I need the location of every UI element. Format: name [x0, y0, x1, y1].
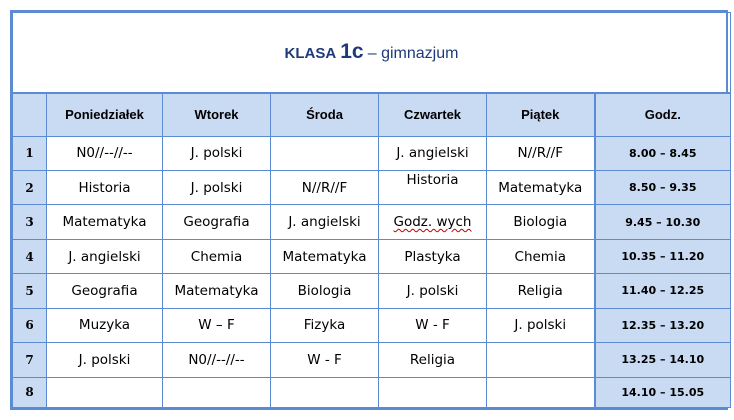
lesson-time: 14.10 – 15.05: [595, 377, 731, 407]
lesson-number: 5: [13, 274, 47, 308]
cell-tuesday: [163, 308, 271, 342]
lesson-time: 8.00 – 8.45: [595, 136, 731, 170]
subject-label: Fizyka: [303, 317, 346, 334]
table-row: [13, 308, 731, 342]
subject-label: N//R//F: [301, 179, 348, 196]
subject-label: Matematyka: [498, 179, 583, 196]
subject-label: J. polski: [190, 179, 243, 196]
subject-label: Historia: [78, 179, 131, 196]
header-row: [13, 93, 731, 137]
cell-monday: [47, 205, 163, 239]
subject-label: W - F: [415, 317, 450, 334]
subject-label: Chemia: [190, 248, 243, 265]
title-klasa: KLASA: [284, 45, 337, 63]
subject-label: J. polski: [190, 145, 243, 162]
header-thursday: Czwartek: [379, 93, 487, 137]
cell-friday: [487, 205, 595, 239]
cell-friday: [487, 308, 595, 342]
subject-label: Geografia: [183, 214, 250, 231]
lesson-number: 3: [13, 205, 47, 239]
cell-monday: [47, 308, 163, 342]
cell-monday: [47, 239, 163, 273]
cell-monday: [47, 377, 163, 407]
cell-friday: [487, 274, 595, 308]
lesson-number: 6: [13, 308, 47, 342]
lesson-time: 9.45 – 10.30: [595, 205, 731, 239]
lesson-time: 11.40 – 12.25: [595, 274, 731, 308]
cell-wednesday: [271, 377, 379, 407]
cell-tuesday: [163, 239, 271, 273]
subject-label: Plastyka: [404, 248, 461, 265]
subject-label: Historia: [406, 171, 459, 188]
subject-label: J. polski: [406, 282, 459, 299]
cell-tuesday: [163, 136, 271, 170]
cell-wednesday: [271, 274, 379, 308]
timetable: [12, 12, 731, 408]
cell-wednesday: [271, 308, 379, 342]
header-friday: Piątek: [487, 93, 595, 137]
title-school-type: – gimnazjum: [367, 45, 459, 63]
cell-friday: [487, 377, 595, 407]
header-wednesday: Środa: [271, 93, 379, 137]
lesson-number: 7: [13, 343, 47, 377]
cell-monday: [47, 170, 163, 204]
cell-tuesday: [163, 343, 271, 377]
subject-label: Religia: [517, 282, 563, 299]
subject-label: W - F: [307, 351, 342, 368]
cell-tuesday: [163, 205, 271, 239]
lesson-number: 8: [13, 377, 47, 407]
header-hours: Godz.: [595, 93, 731, 137]
cell-thursday: [379, 136, 487, 170]
timetable-frame: [10, 10, 728, 410]
cell-monday: [47, 136, 163, 170]
subject-label: Biologia: [513, 214, 568, 231]
cell-friday: [487, 136, 595, 170]
subject-label: Muzyka: [78, 317, 131, 334]
subject-label: N0//--//--: [76, 145, 133, 162]
lesson-number: 1: [13, 136, 47, 170]
title-cell: [13, 13, 731, 93]
title-class-number: 1c: [340, 40, 364, 64]
subject-label: J. polski: [514, 317, 567, 334]
table-row: [13, 343, 731, 377]
header-tuesday: Wtorek: [163, 93, 271, 137]
lesson-time: 13.25 – 14.10: [595, 343, 731, 377]
subject-label: Biologia: [297, 282, 352, 299]
lesson-time: 10.35 – 11.20: [595, 239, 731, 273]
cell-thursday: [379, 205, 487, 239]
cell-wednesday: [271, 343, 379, 377]
table-row: [13, 136, 731, 170]
subject-label: W – F: [198, 317, 235, 334]
cell-tuesday: [163, 377, 271, 407]
subject-label: Matematyka: [282, 248, 367, 265]
subject-label: Godz. wych: [393, 214, 472, 231]
cell-thursday: [379, 274, 487, 308]
cell-wednesday: [271, 239, 379, 273]
subject-label: J. polski: [78, 351, 131, 368]
subject-label: Geografia: [71, 282, 138, 299]
lesson-time: 12.35 – 13.20: [595, 308, 731, 342]
subject-label: Religia: [409, 351, 456, 368]
subject-label: J. angielski: [396, 145, 469, 162]
subject-label: J. angielski: [68, 248, 141, 265]
cell-tuesday: [163, 274, 271, 308]
subject-label: Matematyka: [174, 282, 259, 299]
cell-tuesday: [163, 170, 271, 204]
cell-thursday: [379, 170, 487, 204]
subject-label: J. angielski: [288, 214, 361, 231]
table-row: [13, 170, 731, 204]
page-title: [284, 40, 459, 64]
lesson-time: 8.50 – 9.35: [595, 170, 731, 204]
cell-wednesday: [271, 205, 379, 239]
cell-thursday: [379, 343, 487, 377]
cell-thursday: [379, 377, 487, 407]
cell-friday: [487, 239, 595, 273]
table-row: [13, 377, 731, 407]
lesson-number: 2: [13, 170, 47, 204]
header-monday: Poniedziałek: [47, 93, 163, 137]
lesson-number: 4: [13, 239, 47, 273]
subject-label: N//R//F: [517, 145, 563, 162]
header-corner: [13, 93, 47, 137]
subject-label: Chemia: [514, 248, 566, 265]
table-row: [13, 205, 731, 239]
subject-label: Matematyka: [62, 214, 147, 231]
cell-monday: [47, 274, 163, 308]
cell-friday: [487, 170, 595, 204]
cell-thursday: [379, 308, 487, 342]
cell-thursday: [379, 239, 487, 273]
cell-wednesday: [271, 136, 379, 170]
cell-monday: [47, 343, 163, 377]
cell-wednesday: [271, 170, 379, 204]
table-row: [13, 239, 731, 273]
subject-label: N0//--//--: [188, 351, 245, 368]
table-row: [13, 274, 731, 308]
cell-friday: [487, 343, 595, 377]
